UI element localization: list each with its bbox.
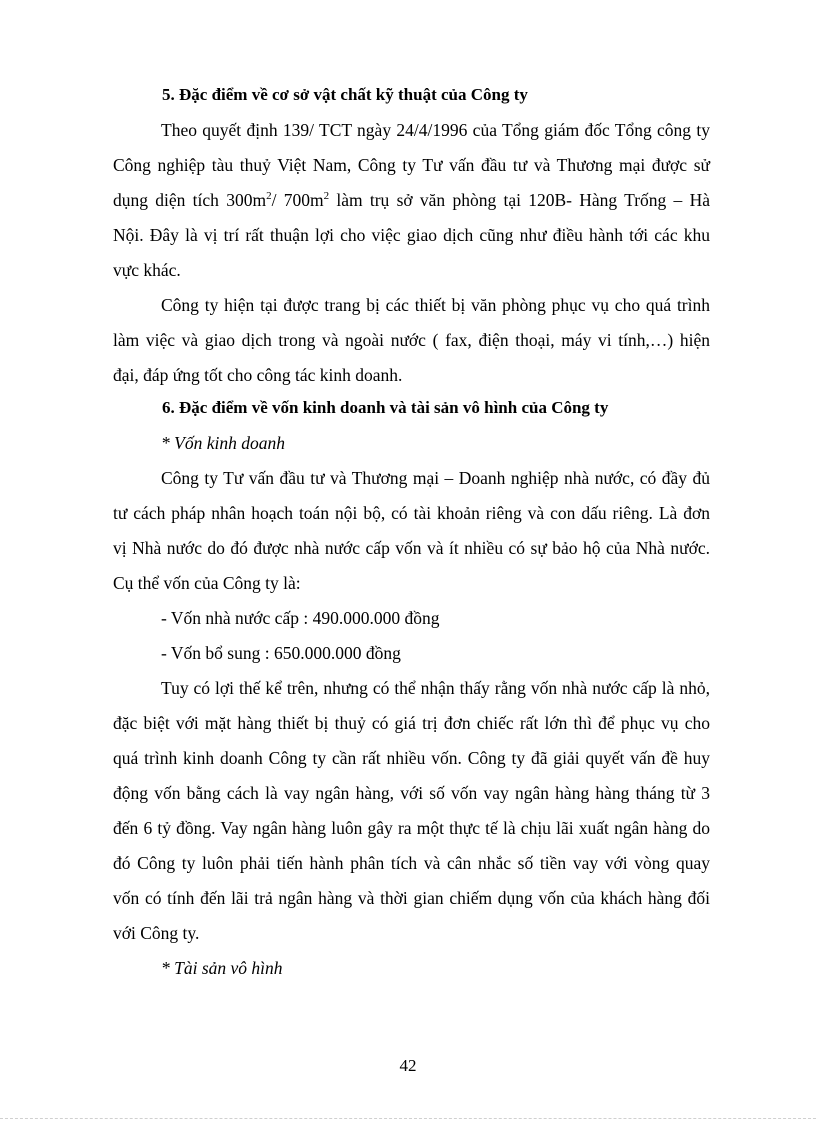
section-6-paragraph-1-line-3: vị Nhà nước do đó được nhà nước cấp vốn và ít nhiều có sự bảo hộ của Nhà nước.	[113, 538, 710, 558]
page-bottom-rule	[0, 1118, 816, 1119]
section-6-paragraph-2-line-5: đến 6 tỷ đồng. Vay ngân hàng luôn gây ra một thực tế là chịu lãi xuất ngân hàng do	[113, 818, 710, 838]
intangible-assets-subheading: * Tài sản vô hình	[161, 958, 283, 978]
area-text-middle: / 700m	[271, 190, 324, 210]
section-5-paragraph-1-line-2: Công nghiệp tàu thuỷ Việt Nam, Công ty Tư vấn đầu tư và Thương mại được sử	[113, 155, 710, 175]
section-5-paragraph-1-line-4: Nội. Đây là vị trí rất thuận lợi cho việc giao dịch cũng như điều hành tới các khu	[113, 225, 710, 245]
section-6-paragraph-2-line-4: động vốn bằng cách là vay ngân hàng, với số vốn vay ngân hàng hàng tháng từ 3	[113, 783, 710, 803]
section-5-paragraph-1-line-5: vực khác.	[113, 260, 181, 280]
section-6-paragraph-2-line-3: quá trình kinh doanh Công ty cần rất nhiều vốn. Công ty đã giải quyết vấn đề huy	[113, 748, 710, 768]
section-6-paragraph-1-line-1: Công ty Tư vấn đầu tư và Thương mại – Doanh nghiệp nhà nước, có đầy đủ	[161, 468, 710, 488]
section-6-paragraph-2-line-8: với Công ty.	[113, 923, 200, 943]
section-6-paragraph-1-line-2: tư cách pháp nhân hoạch toán nội bộ, có tài khoản riêng và con dấu riêng. Là đơn	[113, 503, 710, 523]
supplementary-capital-item: - Vốn bổ sung : 650.000.000 đồng	[161, 643, 401, 663]
section-6-heading: 6. Đặc điểm về vốn kinh doanh và tài sản vô hình của Công ty	[162, 398, 609, 417]
section-5-paragraph-1-line-1: Theo quyết định 139/ TCT ngày 24/4/1996 của Tổng giám đốc Tổng công ty	[161, 120, 710, 140]
area-superscript-1: 2	[266, 190, 272, 203]
section-6-paragraph-1-line-4: Cụ thể vốn của Công ty là:	[113, 573, 301, 593]
section-6-paragraph-2-line-6: đó Công ty luôn phải tiến hành phân tích và cân nhắc số tiền vay với vòng quay	[113, 853, 710, 873]
section-5-paragraph-2-line-1: Công ty hiện tại được trang bị các thiết bị văn phòng phục vụ cho quá trình	[161, 295, 710, 315]
area-superscript-2: 2	[323, 190, 330, 203]
section-5-paragraph-2-line-3: đại, đáp ứng tốt cho công tác kinh doanh.	[113, 365, 403, 385]
section-6-paragraph-2-line-2: đặc biệt với mặt hàng thiết bị thuỷ có giá trị đơn chiếc rất lớn thì để phục vụ cho	[113, 713, 710, 733]
page-number: 42	[399, 1056, 417, 1075]
section-6-paragraph-2-line-1: Tuy có lợi thế kể trên, nhưng có thể nhận thấy rằng vốn nhà nước cấp là nhỏ,	[161, 678, 710, 698]
section-5-paragraph-1-line-3	[113, 190, 710, 211]
section-5-heading: 5. Đặc điểm về cơ sở vật chất kỹ thuật của Công ty	[162, 85, 528, 104]
section-5-paragraph-2-line-2: làm việc và giao dịch trong và ngoài nước ( fax, điện thoại, máy vi tính,…) hiện	[113, 330, 710, 350]
area-text-start: dụng diện tích 300m	[113, 190, 267, 210]
capital-subheading: * Vốn kinh doanh	[161, 433, 285, 453]
area-text-end: làm trụ sở văn phòng tại 120B- Hàng Trống – Hà	[329, 190, 710, 210]
state-capital-item: - Vốn nhà nước cấp : 490.000.000 đồng	[161, 608, 440, 628]
section-6-paragraph-2-line-7: vốn có tính đến lãi trả ngân hàng và thời gian chiếm dụng vốn của khách hàng đối	[113, 888, 710, 908]
